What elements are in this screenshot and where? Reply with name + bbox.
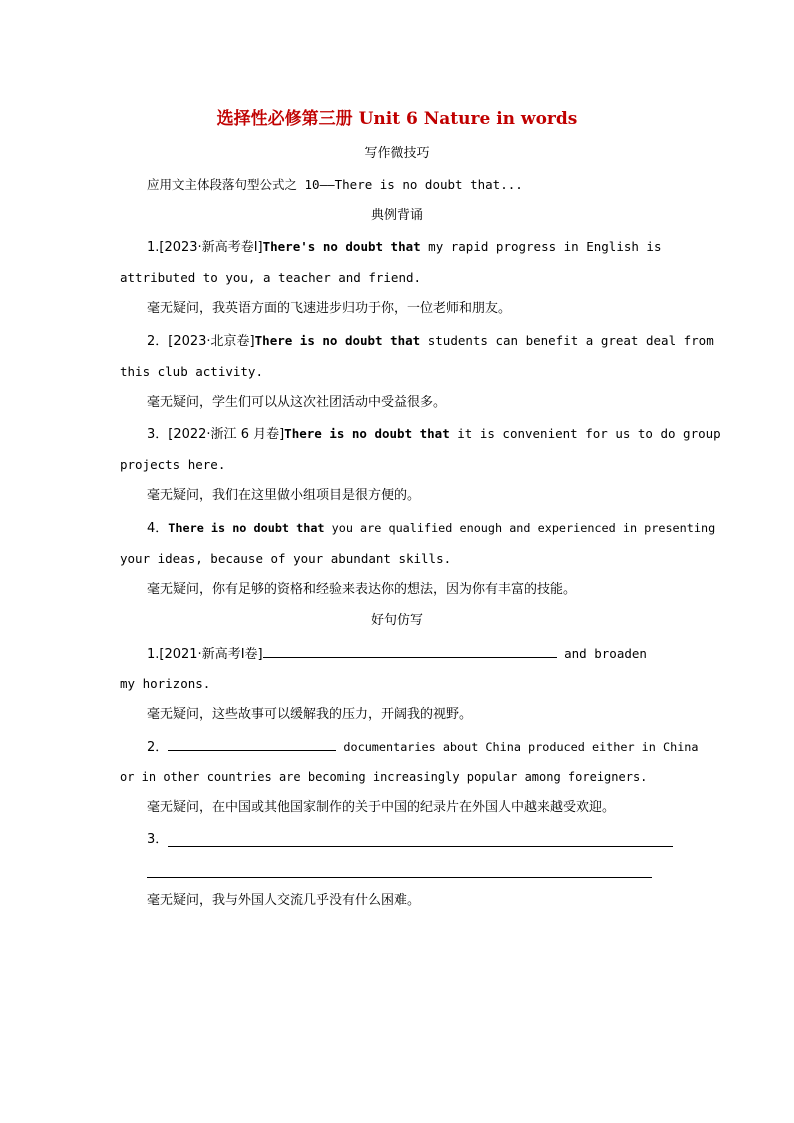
example-1-bold: There's no doubt that [262, 239, 421, 254]
practice-3-number: 3． [147, 832, 169, 847]
example-2-line2: this club activity. [120, 364, 263, 379]
example-3-translation: 毫无疑问，我们在这里做小组项目是很方便的。 [147, 488, 421, 503]
example-3-line1: 3．[2022·浙江 6 月卷]There is no doubt that it is convenient for us to do group [147, 426, 721, 442]
example-4-translation: 毫无疑问，你有足够的资格和经验来表达你的想法，因为你有丰富的技能。 [147, 582, 577, 597]
formula-text: 应用文主体段落句型公式之 10——There is no doubt that... [147, 177, 523, 192]
practice-3-translation: 毫无疑问，我与外国人交流几乎没有什么困难。 [147, 893, 421, 908]
practice-1-translation: 毫无疑问，这些故事可以缓解我的压力，开阔我的视野。 [147, 707, 473, 722]
practice-heading: 好句仿写 [370, 613, 423, 628]
formula-line [147, 176, 523, 194]
practice-1-blank[interactable] [263, 644, 557, 658]
practice-3-blank-line1[interactable] [168, 846, 673, 847]
section-heading: 写作微技巧 [364, 146, 430, 161]
practice-3-blank-line2[interactable] [147, 877, 652, 878]
example-2-translation: 毫无疑问，学生们可以从这次社团活动中受益很多。 [147, 395, 447, 410]
example-2-line1: 2．[2023·北京卷]There is no doubt that students can benefit a great deal from [147, 333, 714, 349]
example-3-line2: projects here. [120, 457, 226, 472]
example-3-bold: There is no doubt that [284, 426, 450, 441]
practice-2-blank[interactable] [168, 737, 336, 751]
example-2-bold: There is no doubt that [254, 333, 421, 348]
example-4-line2: your ideas, because of your abundant skills. [120, 551, 452, 566]
example-1-line1: 1.[2023·新高考卷Ⅰ]There's no doubt that my rapid progress in English is [147, 239, 662, 255]
example-4-bold: There is no doubt that [168, 521, 325, 535]
practice-2-line2: or in other countries are becoming increasingly popular among foreigners. [120, 770, 648, 784]
practice-2-line1: 2． documentaries about China produced either in China [147, 737, 699, 757]
example-1-translation: 毫无疑问，我英语方面的飞速进步归功于你，一位老师和朋友。 [147, 301, 512, 316]
practice-1-line1: 1.[2021·新高考Ⅰ卷] and broaden [147, 646, 647, 662]
practice-1-line2: my horizons. [120, 676, 211, 691]
examples-heading: 典例背诵 [370, 208, 423, 223]
practice-2-translation: 毫无疑问，在中国或其他国家制作的关于中国的纪录片在外国人中越来越受欢迎。 [147, 800, 616, 815]
example-4-line1: 4．There is no doubt that you are qualified enough and experienced in presenting [147, 521, 716, 536]
example-1-line2: attributed to you, a teacher and friend. [120, 270, 422, 285]
document-title: 选择性必修第三册 Unit 6 Nature in words [216, 109, 578, 129]
